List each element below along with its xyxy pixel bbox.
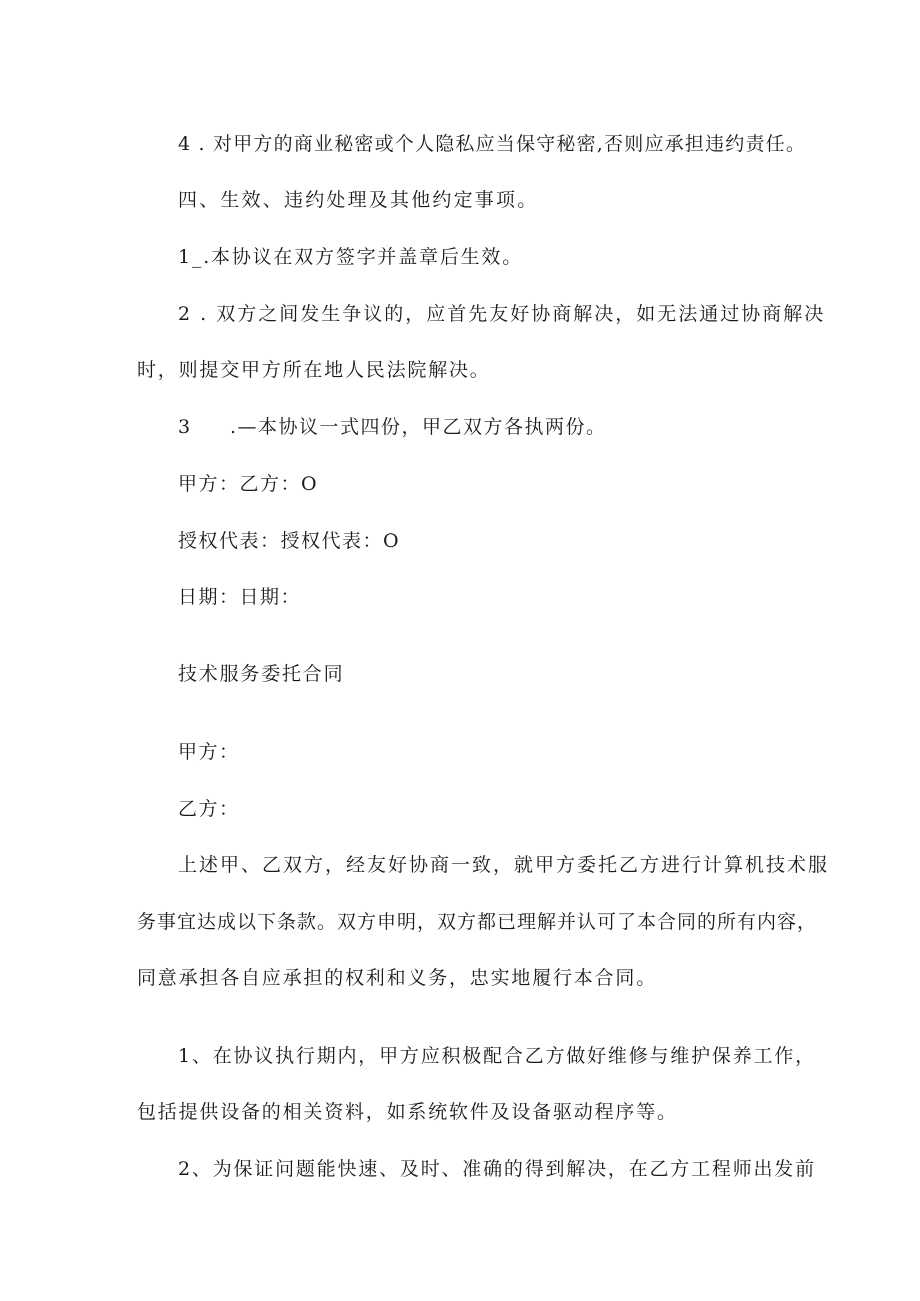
- clause-dispute-line-2: 时，则提交甲方所在地人民法院解决。: [137, 359, 491, 381]
- signature-representative-line: 授权代表：授权代表：O: [178, 530, 401, 552]
- term-1-line-1: 1、在协议执行期内，甲方应积极配合乙方做好维修与维护保养工作，: [178, 1045, 816, 1067]
- preamble-line-1: 上述甲、乙双方，经友好协商一致，就甲方委托乙方进行计算机技术服: [178, 854, 830, 876]
- clause-effective: 1_.本协议在双方签字并盖章后生效。: [178, 246, 524, 268]
- party-b-field: 乙方：: [178, 798, 240, 820]
- preamble-line-3: 同意承担各自应承担的权利和义务，忠实地履行本合同。: [137, 967, 658, 989]
- clause-dispute-line-1: 2 . 双方之间发生争议的，应首先友好协商解决，如无法通过协商解决: [178, 303, 826, 325]
- clause-copies-number: 3: [178, 416, 192, 438]
- signature-date-line: 日期：日期：: [178, 586, 302, 608]
- contract-title: 技术服务委托合同: [178, 663, 345, 685]
- section-heading-effect-breach: 四、生效、违约处理及其他约定事项。: [178, 189, 539, 211]
- clause-copies: [178, 415, 607, 439]
- preamble-line-2: 务事宜达成以下条款。双方申明，双方都已理解并认可了本合同的所有内容，: [137, 911, 818, 933]
- clause-copies-text: .—本协议一式四份，甲乙双方各执两份。: [230, 416, 607, 438]
- party-a-field: 甲方：: [178, 741, 240, 763]
- term-1-line-2: 包括提供设备的相关资料，如系统软件及设备驱动程序等。: [137, 1101, 678, 1123]
- signature-party-line: 甲方：乙方：O: [178, 473, 319, 495]
- clause-confidentiality: 4 . 对甲方的商业秘密或个人隐私应当保守秘密,否则应承担违约责任。: [178, 133, 807, 155]
- term-2-line-1: 2、为保证问题能快速、及时、准确的得到解决，在乙方工程师出发前: [178, 1158, 816, 1180]
